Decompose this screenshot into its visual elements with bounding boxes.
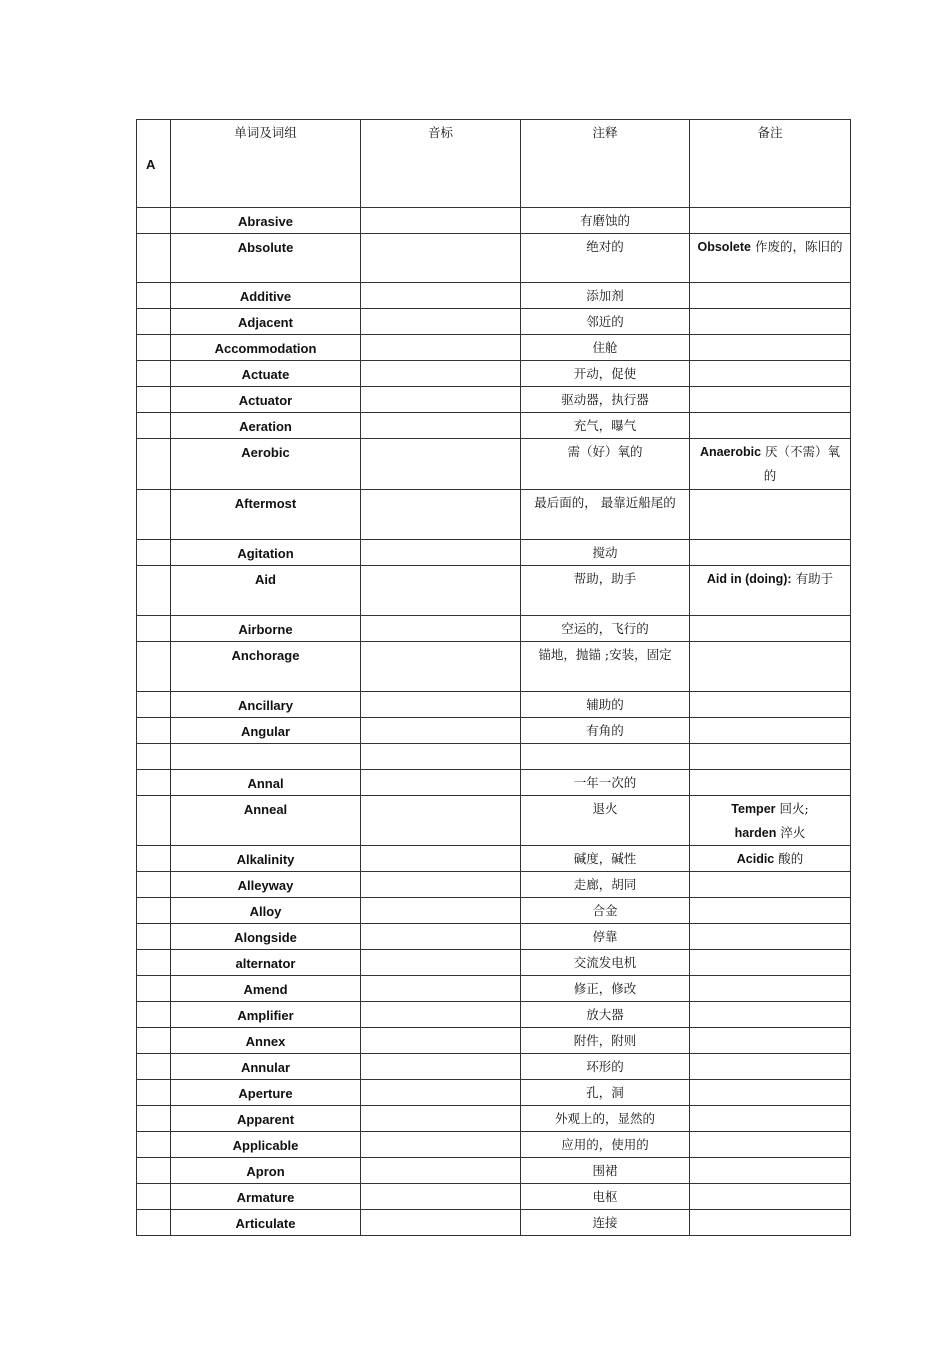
meaning-cell: 住舱 xyxy=(521,335,690,361)
meaning-cell xyxy=(521,744,690,770)
phonetic-cell xyxy=(361,1210,521,1236)
note-term: Aid in (doing): xyxy=(706,572,792,586)
phonetic-cell xyxy=(361,976,521,1002)
note-cell xyxy=(690,898,851,924)
note-cell xyxy=(690,1028,851,1054)
vocab-row xyxy=(137,490,851,540)
word-cell: Amplifier xyxy=(171,1002,361,1028)
meaning-cell: 放大器 xyxy=(521,1002,690,1028)
phonetic-cell xyxy=(361,387,521,413)
note-definition: 作废的，陈旧的 xyxy=(751,239,843,254)
note-cell xyxy=(690,976,851,1002)
vocab-row xyxy=(137,976,851,1002)
vocab-row xyxy=(137,540,851,566)
word-cell: Aperture xyxy=(171,1080,361,1106)
vocab-row xyxy=(137,1028,851,1054)
word-cell: Aerobic xyxy=(171,439,361,490)
vocab-row xyxy=(137,846,851,872)
phonetic-cell xyxy=(361,692,521,718)
word-cell: Annal xyxy=(171,770,361,796)
header-row xyxy=(137,120,851,208)
vocab-row xyxy=(137,924,851,950)
vocab-row xyxy=(137,898,851,924)
note-cell xyxy=(690,872,851,898)
note-term: Obsolete xyxy=(697,240,751,254)
note-cell xyxy=(690,718,851,744)
word-cell: Apparent xyxy=(171,1106,361,1132)
row-index-cell xyxy=(137,361,171,387)
vocab-row xyxy=(137,1210,851,1236)
row-index-cell xyxy=(137,387,171,413)
row-index-cell xyxy=(137,439,171,490)
note-term: Acidic xyxy=(736,852,775,866)
note-definition: 回火; xyxy=(775,801,809,816)
row-index-cell xyxy=(137,413,171,439)
phonetic-cell xyxy=(361,718,521,744)
word-cell: alternator xyxy=(171,950,361,976)
meaning-cell: 环形的 xyxy=(521,1054,690,1080)
word-cell: Ancillary xyxy=(171,692,361,718)
meaning-cell: 附件，附则 xyxy=(521,1028,690,1054)
row-index-cell xyxy=(137,566,171,616)
vocab-row xyxy=(137,208,851,234)
vocab-row xyxy=(137,796,851,846)
row-index-cell xyxy=(137,208,171,234)
note-cell xyxy=(690,283,851,309)
row-index-cell xyxy=(137,1106,171,1132)
phonetic-cell xyxy=(361,898,521,924)
meaning-cell: 锚地，抛锚 ;安装，固定 xyxy=(521,642,690,692)
note-definition: 淬火 xyxy=(776,825,806,840)
word-cell: Annular xyxy=(171,1054,361,1080)
phonetic-cell xyxy=(361,1080,521,1106)
row-index-cell xyxy=(137,796,171,846)
meaning-cell: 辅助的 xyxy=(521,692,690,718)
phonetic-cell xyxy=(361,413,521,439)
phonetic-cell xyxy=(361,770,521,796)
word-cell: Annex xyxy=(171,1028,361,1054)
note-term: harden xyxy=(734,826,777,840)
row-index-cell xyxy=(137,1158,171,1184)
word-cell: Agitation xyxy=(171,540,361,566)
meaning-cell: 修正，修改 xyxy=(521,976,690,1002)
word-cell: Alloy xyxy=(171,898,361,924)
row-index-cell xyxy=(137,1028,171,1054)
vocab-row xyxy=(137,309,851,335)
vocab-row xyxy=(137,950,851,976)
meaning-cell: 停靠 xyxy=(521,924,690,950)
row-index-cell xyxy=(137,616,171,642)
vocab-row xyxy=(137,283,851,309)
row-index-cell xyxy=(137,309,171,335)
row-index-cell xyxy=(137,1080,171,1106)
row-index-cell xyxy=(137,490,171,540)
phonetic-cell xyxy=(361,616,521,642)
phonetic-cell xyxy=(361,744,521,770)
phonetic-cell xyxy=(361,361,521,387)
note-definition: 厌（不需）氧的 xyxy=(761,444,841,483)
phonetic-cell xyxy=(361,950,521,976)
row-index-cell xyxy=(137,283,171,309)
phonetic-cell xyxy=(361,924,521,950)
word-cell: Airborne xyxy=(171,616,361,642)
meaning-cell: 碱度，碱性 xyxy=(521,846,690,872)
row-index-cell xyxy=(137,335,171,361)
note-term: Temper xyxy=(731,802,776,816)
meaning-cell: 有角的 xyxy=(521,718,690,744)
word-cell: Alongside xyxy=(171,924,361,950)
note-cell xyxy=(690,1054,851,1080)
vocab-row xyxy=(137,413,851,439)
vocab-row xyxy=(137,770,851,796)
phonetic-cell xyxy=(361,872,521,898)
word-cell: Anneal xyxy=(171,796,361,846)
meaning-cell: 连接 xyxy=(521,1210,690,1236)
meaning-cell: 交流发电机 xyxy=(521,950,690,976)
meaning-cell: 外观上的，显然的 xyxy=(521,1106,690,1132)
word-cell: Actuate xyxy=(171,361,361,387)
word-cell: Alleyway xyxy=(171,872,361,898)
meaning-cell: 退火 xyxy=(521,796,690,846)
word-cell: Anchorage xyxy=(171,642,361,692)
vocab-row xyxy=(137,234,851,283)
note-cell xyxy=(690,208,851,234)
vocab-row xyxy=(137,872,851,898)
note-cell xyxy=(690,1158,851,1184)
word-cell: Accommodation xyxy=(171,335,361,361)
note-cell xyxy=(690,1002,851,1028)
header-meaning: 注释 xyxy=(521,120,690,208)
note-cell xyxy=(690,439,851,490)
word-cell: Armature xyxy=(171,1184,361,1210)
row-index-cell xyxy=(137,744,171,770)
note-definition: 酸的 xyxy=(774,851,804,866)
note-cell xyxy=(690,309,851,335)
note-cell xyxy=(690,796,851,846)
meaning-cell: 驱动器，执行器 xyxy=(521,387,690,413)
phonetic-cell xyxy=(361,335,521,361)
note-cell xyxy=(690,387,851,413)
vocab-row xyxy=(137,718,851,744)
vocab-row xyxy=(137,692,851,718)
meaning-cell: 电枢 xyxy=(521,1184,690,1210)
phonetic-cell xyxy=(361,439,521,490)
phonetic-cell xyxy=(361,283,521,309)
phonetic-cell xyxy=(361,1002,521,1028)
vocab-row xyxy=(137,387,851,413)
word-cell: Aftermost xyxy=(171,490,361,540)
word-cell: Angular xyxy=(171,718,361,744)
vocab-row xyxy=(137,1002,851,1028)
phonetic-cell xyxy=(361,208,521,234)
row-index-cell xyxy=(137,770,171,796)
meaning-cell: 空运的，飞行的 xyxy=(521,616,690,642)
row-index-cell xyxy=(137,976,171,1002)
note-definition: 有助于 xyxy=(791,571,834,586)
row-index-cell xyxy=(137,872,171,898)
phonetic-cell xyxy=(361,642,521,692)
phonetic-cell xyxy=(361,1158,521,1184)
word-cell: Applicable xyxy=(171,1132,361,1158)
word-cell: Alkalinity xyxy=(171,846,361,872)
row-index-cell xyxy=(137,234,171,283)
note-cell xyxy=(690,616,851,642)
note-cell xyxy=(690,413,851,439)
meaning-cell: 邻近的 xyxy=(521,309,690,335)
word-cell: Actuator xyxy=(171,387,361,413)
meaning-cell: 围裙 xyxy=(521,1158,690,1184)
meaning-cell: 有磨蚀的 xyxy=(521,208,690,234)
note-cell xyxy=(690,692,851,718)
word-cell: Apron xyxy=(171,1158,361,1184)
vocab-row xyxy=(137,1158,851,1184)
meaning-cell: 绝对的 xyxy=(521,234,690,283)
phonetic-cell xyxy=(361,540,521,566)
word-cell: Aid xyxy=(171,566,361,616)
meaning-cell: 搅动 xyxy=(521,540,690,566)
phonetic-cell xyxy=(361,1028,521,1054)
word-cell: Absolute xyxy=(171,234,361,283)
row-index-cell xyxy=(137,1054,171,1080)
phonetic-cell xyxy=(361,796,521,846)
note-cell xyxy=(690,950,851,976)
vocab-row xyxy=(137,1106,851,1132)
vocabulary-table-body xyxy=(137,120,851,1236)
word-cell: Articulate xyxy=(171,1210,361,1236)
row-index-cell xyxy=(137,1002,171,1028)
vocab-row xyxy=(137,1132,851,1158)
phonetic-cell xyxy=(361,1054,521,1080)
note-cell xyxy=(690,335,851,361)
note-cell xyxy=(690,490,851,540)
meaning-cell: 最后面的， 最靠近船尾的 xyxy=(521,490,690,540)
word-cell xyxy=(171,744,361,770)
phonetic-cell xyxy=(361,1106,521,1132)
note-cell xyxy=(690,1080,851,1106)
vocab-row xyxy=(137,335,851,361)
row-index-cell xyxy=(137,1184,171,1210)
note-cell xyxy=(690,744,851,770)
row-index-cell xyxy=(137,924,171,950)
word-cell: Aeration xyxy=(171,413,361,439)
meaning-cell: 开动，促使 xyxy=(521,361,690,387)
note-cell xyxy=(690,566,851,616)
header-word: 单词及词组 xyxy=(171,120,361,208)
phonetic-cell xyxy=(361,309,521,335)
note-cell xyxy=(690,924,851,950)
note-cell xyxy=(690,234,851,283)
note-cell xyxy=(690,846,851,872)
row-index-cell xyxy=(137,846,171,872)
vocab-row xyxy=(137,361,851,387)
meaning-cell: 添加剂 xyxy=(521,283,690,309)
phonetic-cell xyxy=(361,1132,521,1158)
note-cell xyxy=(690,1132,851,1158)
word-cell: Amend xyxy=(171,976,361,1002)
phonetic-cell xyxy=(361,566,521,616)
row-index-cell xyxy=(137,642,171,692)
meaning-cell: 一年一次的 xyxy=(521,770,690,796)
phonetic-cell xyxy=(361,846,521,872)
vocab-row xyxy=(137,1184,851,1210)
row-index-cell xyxy=(137,950,171,976)
row-index-cell xyxy=(137,898,171,924)
vocab-row xyxy=(137,616,851,642)
note-cell xyxy=(690,770,851,796)
note-cell xyxy=(690,1106,851,1132)
section-letter: A xyxy=(137,120,171,208)
meaning-cell: 合金 xyxy=(521,898,690,924)
vocabulary-table xyxy=(136,119,851,1236)
header-note: 备注 xyxy=(690,120,851,208)
row-index-cell xyxy=(137,1132,171,1158)
meaning-cell: 帮助，助手 xyxy=(521,566,690,616)
note-term: Anaerobic xyxy=(699,445,762,459)
row-index-cell xyxy=(137,540,171,566)
vocab-row xyxy=(137,1080,851,1106)
meaning-cell: 走廊，胡同 xyxy=(521,872,690,898)
vocab-row xyxy=(137,744,851,770)
row-index-cell xyxy=(137,1210,171,1236)
header-phonetic: 音标 xyxy=(361,120,521,208)
meaning-cell: 充气，曝气 xyxy=(521,413,690,439)
word-cell: Additive xyxy=(171,283,361,309)
vocab-row xyxy=(137,566,851,616)
meaning-cell: 孔，洞 xyxy=(521,1080,690,1106)
vocab-row xyxy=(137,1054,851,1080)
meaning-cell: 应用的，使用的 xyxy=(521,1132,690,1158)
phonetic-cell xyxy=(361,234,521,283)
note-cell xyxy=(690,1210,851,1236)
vocab-row xyxy=(137,439,851,490)
note-cell xyxy=(690,361,851,387)
note-cell xyxy=(690,540,851,566)
row-index-cell xyxy=(137,692,171,718)
phonetic-cell xyxy=(361,1184,521,1210)
vocab-row xyxy=(137,642,851,692)
note-cell xyxy=(690,1184,851,1210)
word-cell: Adjacent xyxy=(171,309,361,335)
word-cell: Abrasive xyxy=(171,208,361,234)
row-index-cell xyxy=(137,718,171,744)
note-cell xyxy=(690,642,851,692)
meaning-cell: 需（好）氧的 xyxy=(521,439,690,490)
phonetic-cell xyxy=(361,490,521,540)
